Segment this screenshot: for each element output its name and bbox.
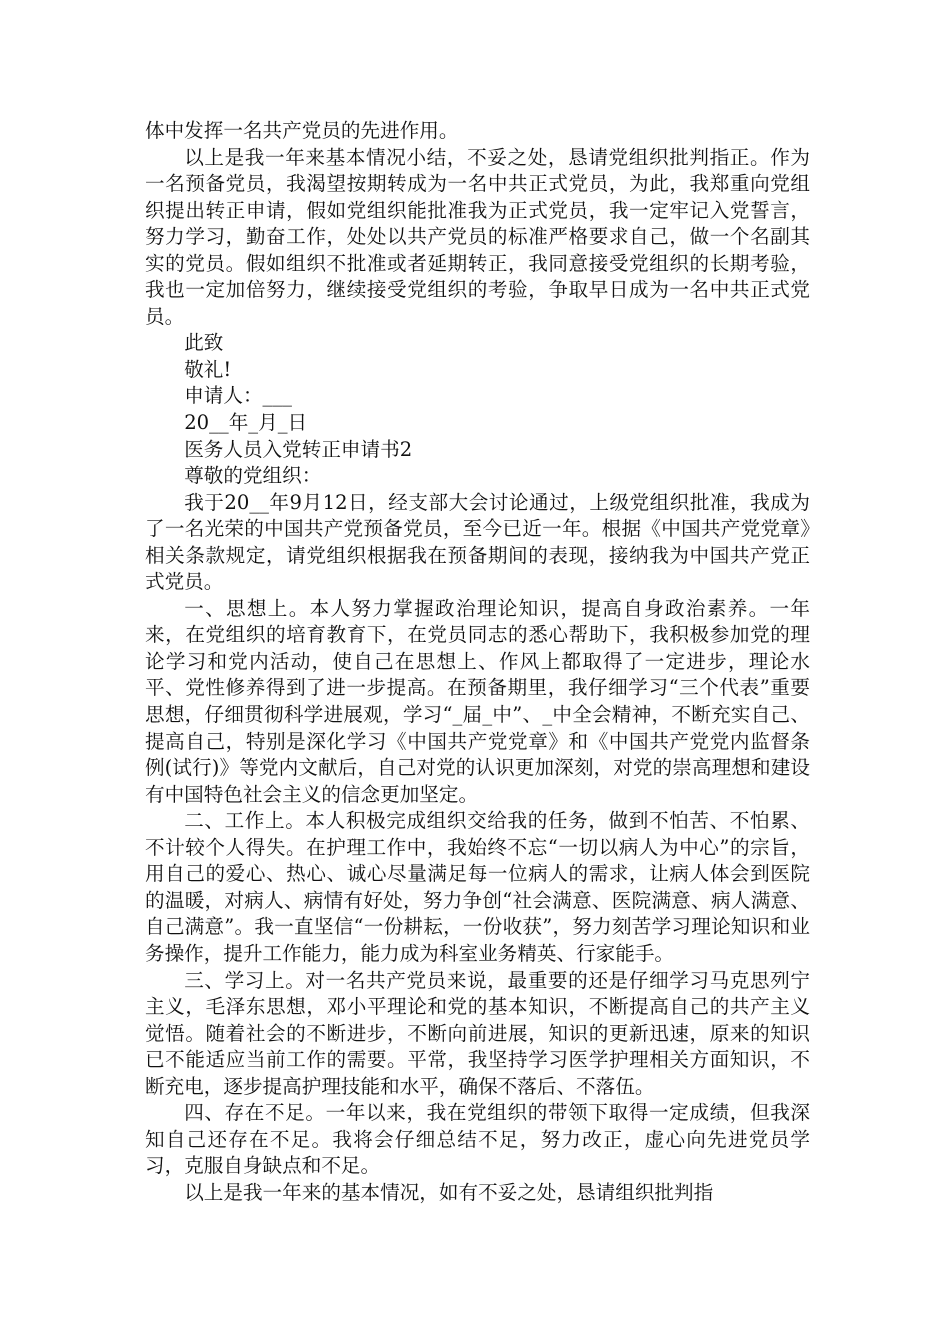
paragraph-study: 三、学习上。对一名共产党员来说，最重要的还是仔细学习马克思列宁主义，毛泽东思想，邓小平理论和党的基本知识，不断提高自己的共产主义觉悟。随着社会的不断进步，不断向前进展，知识的更新迅速，原来的知识已不能适应当前工作的需要。平常，我坚持学习医学护理相关方面知识，不断充电，逐步提高护理技能和水平，确保不落后、不落伍。 — [145, 968, 810, 1098]
applicant-signature: 申请人：___ — [184, 384, 292, 408]
paragraph-continuation: 体中发挥一名共产党员的先进作用。 — [145, 119, 459, 142]
greeting: 尊敬的党组织： — [184, 464, 322, 488]
paragraph-shortcomings: 四、存在不足。一年以来，我在党组织的带领下取得一定成绩，但我深知自己还存在不足。我将会仔细总结不足，努力改正，虚心向先进党员学习，克服自身缺点和不足。 — [145, 1101, 810, 1178]
application-date: 20__年_月_日 — [184, 411, 308, 435]
paragraph-thought: 一、思想上。本人努力掌握政治理论知识，提高自身政治素养。一年来，在党组织的培育教育下，在党员同志的悉心帮助下，我积极参加党的理论学习和党内活动，使自己在思想上、作风上都取得了一定进步，理论水平、党性修养得到了进一步提高。在预备期里，我仔细学习“三个代表”重要思想，仔细贯彻科学进展观，学习“_届_中”、_中全会精神，不断充实自己、提高自己，特别是深化学习《中国共产党党章》和《中国共产党党内监督条例(试行)》等党内文献后，自己对党的认识更加深刻，对党的崇高理想和建设有中国特色社会主义的信念更加坚定。 — [145, 596, 810, 806]
paragraph-final: 以上是我一年来的基本情况，如有不妥之处，恳请组织批判指 — [184, 1180, 714, 1204]
paragraph-summary: 以上是我一年来基本情况小结，不妥之处，恳请党组织批判指正。作为一名预备党员，我渴望按期转成为一名中共正式党员，为此，我郑重向党组织提出转正申请，假如党组织能批准我为正式党员，我一定牢记入党誓言，努力学习，勤奋工作，处处以共产党员的标准严格要求自己，做一个名副其实的党员。假如组织不批准或者延期转正，我同意接受党组织的长期考验，我也一定加倍努力，继续接受党组织的考验，争取早日成为一名中共正式党员。 — [145, 145, 810, 328]
paragraph-work: 二、工作上。本人积极完成组织交给我的任务，做到不怕苦、不怕累、不计较个人得失。在护理工作中，我始终不忘“一切以病人为中心”的宗旨，用自己的爱心、热心、诚心尽量满足每一位病人的需求，让病人体会到医院的温暖，对病人、病情有好处，努力争创“社会满意、医院满意、病人满意、自己满意”。我一直坚信“一份耕耘，一份收获”，努力刻苦学习理论知识和业务操作，提升工作能力，能力成为科室业务精英、行家能手。 — [145, 809, 810, 965]
closing-salutation: 此致 — [184, 331, 224, 355]
paragraph-intro: 我于20__年9月12日，经支部大会讨论通过，上级党组织批准，我成为了一名光荣的中国共产党预备党员，至今已近一年。根据《中国共产党党章》相关条款规定，请党组织根据我在预备期间的表现，接纳我为中国共产党正式党员。 — [145, 490, 810, 594]
document-page — [145, 118, 810, 1206]
section-title: 医务人员入党转正申请书2 — [184, 437, 413, 461]
closing-regards: 敬礼! — [184, 357, 232, 381]
